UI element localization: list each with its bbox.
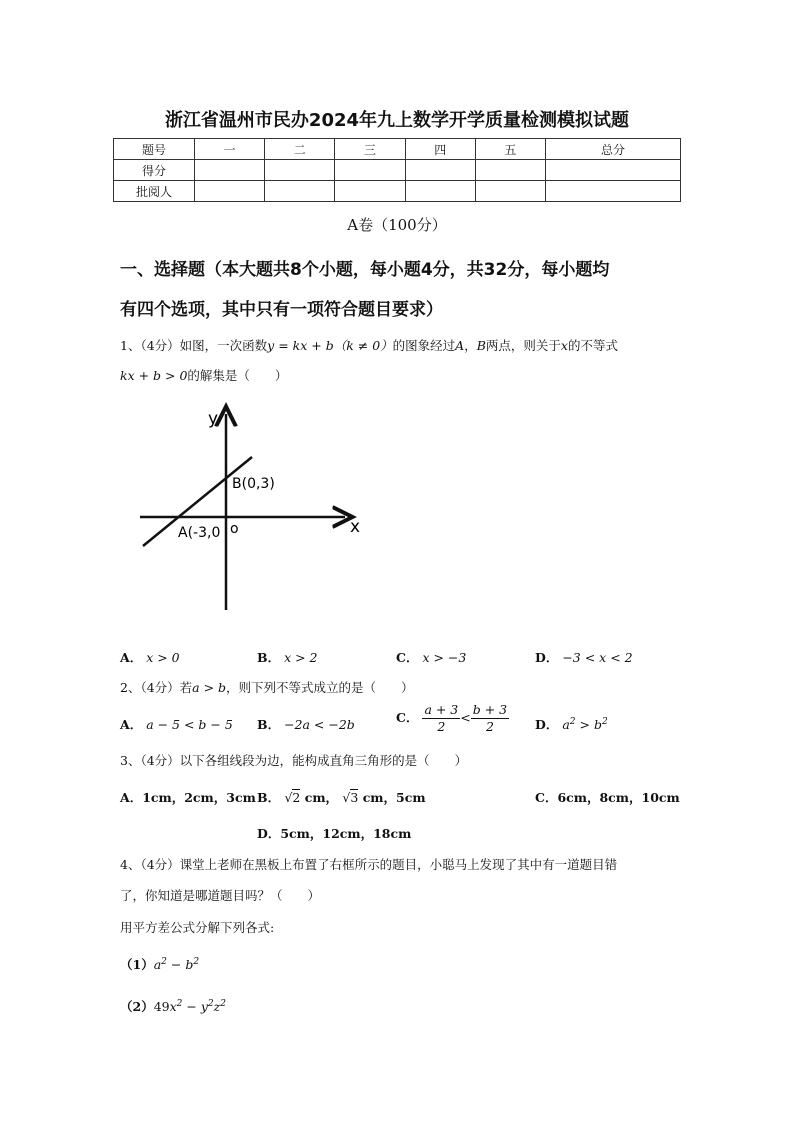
text: 2、（4分）若 xyxy=(120,680,193,695)
table-cell: 四 xyxy=(405,139,475,160)
math: > xyxy=(579,717,590,732)
math: y xyxy=(200,999,208,1014)
exponent: 2 xyxy=(176,998,183,1009)
part-heading-cont: 有四个选项，其中只有一项符合题目要求） xyxy=(120,300,443,320)
exponent: 2 xyxy=(207,998,214,1009)
fraction xyxy=(471,702,509,735)
part-heading: 一、选择题（本大题共8个小题，每小题4分，共32分，每小题均 xyxy=(120,260,610,280)
option-c[interactable] xyxy=(396,702,509,735)
math: b xyxy=(593,717,602,732)
option-label: B． xyxy=(257,717,281,732)
table-cell xyxy=(335,160,405,181)
question-4-item-1 xyxy=(120,955,199,973)
math: x xyxy=(169,999,177,1014)
exponent: 2 xyxy=(220,998,226,1009)
exponent: 2 xyxy=(569,716,576,727)
math: a − 5 < b − 5 xyxy=(146,717,233,732)
math: 49 xyxy=(153,999,170,1014)
numerator: a + 3 xyxy=(424,702,459,717)
math: −2a < −2b xyxy=(284,717,355,732)
text: 的图象经过 xyxy=(392,338,456,353)
option-label: D． xyxy=(535,650,559,665)
table-cell: 三 xyxy=(335,139,405,160)
math: （k ≠ 0） xyxy=(333,338,393,353)
table-cell xyxy=(546,160,681,181)
denominator: 2 xyxy=(437,719,446,734)
option-c[interactable] xyxy=(535,788,680,806)
table-cell xyxy=(265,181,335,202)
question-1-stem: 1、（4分）如图，一次函数y = kx + b（k ≠ 0）的图象经过A，B两点，则关于x的不等式 xyxy=(120,338,618,353)
math: z xyxy=(213,999,221,1014)
table-cell xyxy=(475,160,545,181)
table-cell: 得分 xyxy=(114,160,195,181)
section-heading: A卷（100分） xyxy=(347,216,447,234)
option-label: C． xyxy=(396,650,419,665)
table-cell: 二 xyxy=(265,139,335,160)
math: kx + b > 0 xyxy=(120,368,188,383)
text: 两点，则关于 xyxy=(485,338,561,353)
page-title: 浙江省温州市民办2024年九上数学开学质量检测模拟试题 xyxy=(164,110,630,131)
option-d[interactable] xyxy=(535,715,608,733)
table-cell xyxy=(265,160,335,181)
option-d[interactable] xyxy=(257,824,411,842)
math: y = kx + b xyxy=(267,338,334,353)
table-cell: 批阅人 xyxy=(114,181,195,202)
question-4-stem: 4、（4分）课堂上老师在黑板上布置了右框所示的题目，小聪马上发现了其中有一道题目错 xyxy=(120,857,618,872)
item-label: （1） xyxy=(120,957,154,972)
origin-label: o xyxy=(230,521,239,537)
table-cell xyxy=(405,181,475,202)
math: B xyxy=(476,338,486,353)
math: x > 0 xyxy=(146,650,180,665)
math: a xyxy=(562,717,570,732)
option-b[interactable] xyxy=(257,648,318,666)
table-row xyxy=(114,181,681,202)
function-graph xyxy=(130,400,370,615)
denominator: 2 xyxy=(485,719,494,734)
option-label: B． xyxy=(257,650,281,665)
question-1-stem-cont xyxy=(120,366,287,384)
option-a[interactable] xyxy=(120,715,233,733)
unit-text: cm， xyxy=(300,790,339,805)
option-d[interactable] xyxy=(535,648,633,666)
table-cell xyxy=(195,181,265,202)
option-label: D． xyxy=(535,717,559,732)
math: a xyxy=(153,957,162,972)
radicand: 3 xyxy=(350,790,359,805)
option-text: 1cm，2cm，3cm xyxy=(142,790,256,805)
math: b xyxy=(185,957,194,972)
table-cell xyxy=(405,160,475,181)
question-2-stem xyxy=(120,678,414,696)
option-label: B． xyxy=(257,790,281,805)
table-cell xyxy=(195,160,265,181)
option-label: A． xyxy=(120,717,143,732)
point-a-label: A(-3,0 xyxy=(178,525,221,541)
exponent: 2 xyxy=(193,956,200,967)
option-b[interactable] xyxy=(257,788,426,806)
text: 1、（4分）如图，一次函数 xyxy=(120,338,268,353)
option-a[interactable] xyxy=(120,648,180,666)
table-cell xyxy=(475,181,545,202)
unit-text: cm，5cm xyxy=(358,790,426,805)
score-table-header xyxy=(114,139,681,160)
question-3-stem: 3、（4分）以下各组线段为边，能构成直角三角形的是（ ） xyxy=(120,753,468,768)
option-b[interactable] xyxy=(257,715,355,733)
table-cell: 五 xyxy=(475,139,545,160)
question-4-intro: 用平方差公式分解下列各式: xyxy=(120,920,275,935)
option-label: A． xyxy=(120,650,143,665)
sqrt-icon: √ xyxy=(284,790,293,805)
option-label: C． xyxy=(396,710,419,725)
table-row xyxy=(114,160,681,181)
option-text: 5cm，12cm，18cm xyxy=(280,826,412,841)
text: ，则下列不等式成立的是（ ） xyxy=(226,680,414,695)
exponent: 2 xyxy=(601,716,608,727)
table-cell: 题号 xyxy=(114,139,195,160)
score-table xyxy=(113,138,681,202)
point-b-label: B(0,3) xyxy=(232,476,275,492)
option-a[interactable] xyxy=(120,788,256,806)
math: < xyxy=(460,710,471,725)
fraction xyxy=(422,702,460,735)
option-label: D． xyxy=(257,826,281,841)
question-4-item-2 xyxy=(120,997,226,1015)
math: − xyxy=(166,957,186,972)
math: a > b xyxy=(192,680,227,695)
math: x > 2 xyxy=(284,650,318,665)
text: 的解集是（ ） xyxy=(187,368,288,383)
text: 的不等式 xyxy=(567,338,618,353)
exponent: 2 xyxy=(161,956,167,967)
y-axis-label: y xyxy=(208,409,219,429)
numerator: b + 3 xyxy=(472,702,508,717)
math: x xyxy=(560,338,568,353)
radicand: 2 xyxy=(292,790,301,805)
math: −3 < x < 2 xyxy=(562,650,633,665)
sqrt-icon: √ xyxy=(342,790,351,805)
x-axis-label: x xyxy=(350,517,361,537)
option-label: A． xyxy=(120,790,143,805)
math: x > −3 xyxy=(422,650,467,665)
math: − xyxy=(182,999,201,1014)
table-cell: 总分 xyxy=(546,139,681,160)
table-cell xyxy=(546,181,681,202)
table-cell xyxy=(335,181,405,202)
item-label: （2） xyxy=(120,999,154,1014)
table-cell: 一 xyxy=(195,139,265,160)
option-label: C． xyxy=(535,790,558,805)
option-c[interactable] xyxy=(396,648,466,666)
math: A xyxy=(455,338,465,353)
option-text: 6cm，8cm，10cm xyxy=(557,790,680,805)
question-4-stem-cont: 了，你知道是哪道题目吗？（ ） xyxy=(120,888,321,903)
